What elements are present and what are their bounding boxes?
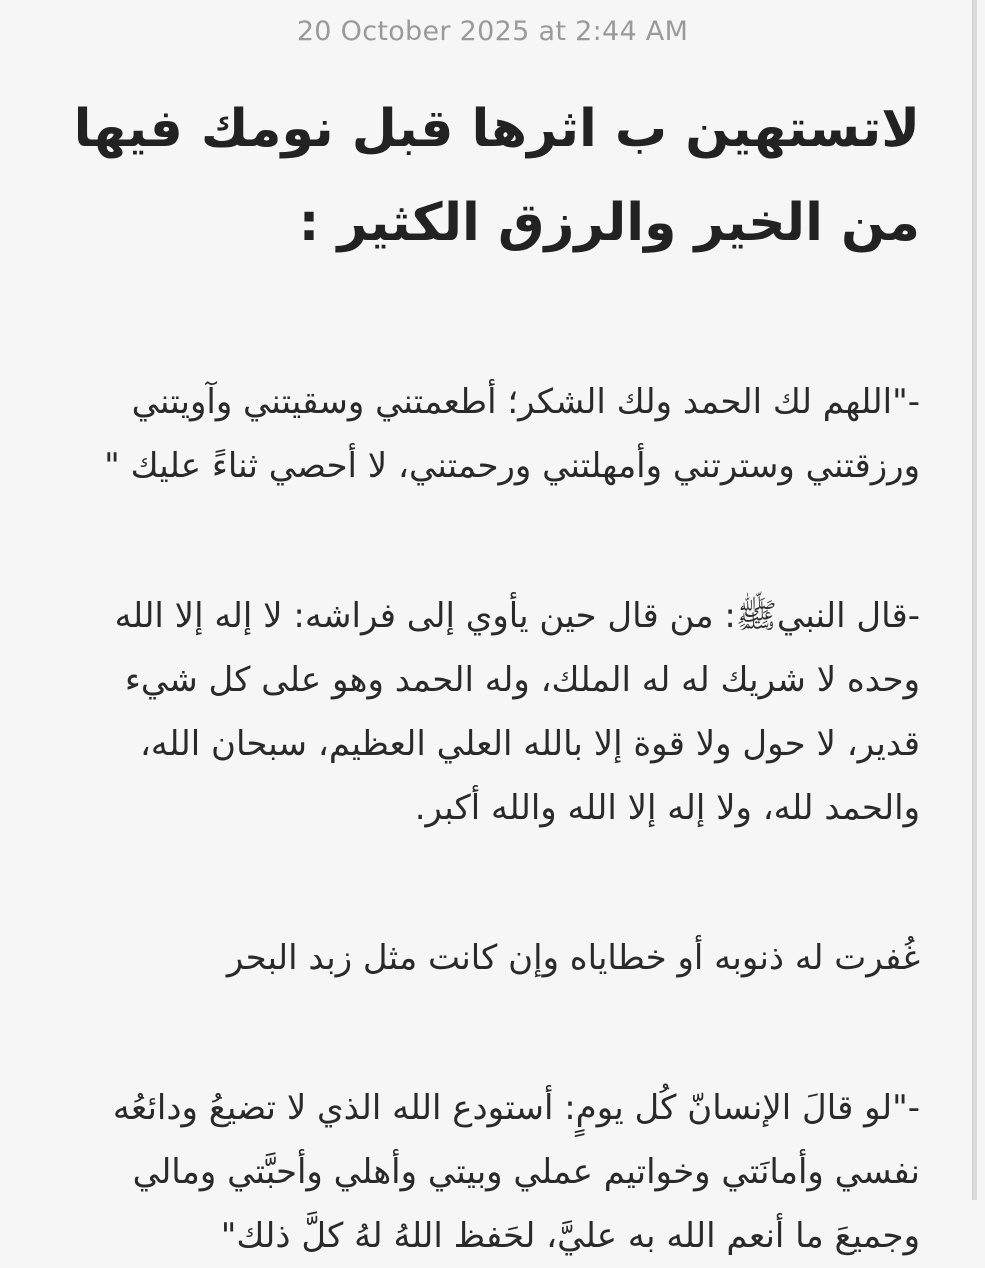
note-body[interactable] [70, 82, 920, 1268]
scrollbar[interactable] [972, 0, 977, 1200]
note-paragraph-praise-dua: -"اللهم لك الحمد ولك الشكر؛ أطعمتني وسقيتني وآويتني ورزقتني وسترتني وأمهلتني ورحمتني، لا أحصي ثناءً عليك " [104, 382, 920, 486]
note-paragraph-istidaa: -"لو قالَ الإنسانّ كُل يومٍ: أستودع الله الذي لا تضيعُ ودائعُه نفسي وأمانَتي وخواتيم عملي وبيتي وأهلي وأحبَّتي ومالي وجميعَ ما أنعم الله به عليَّ، لحَفظ اللهُ لهُ كلَّ ذلك" [112, 1088, 920, 1256]
note-title: لاتستهين ب اثرها قبل نومك فيها من الخير والرزق الكثير : [73, 99, 920, 253]
note-timestamp: 20 October 2025 at 2:44 AM [296, 16, 689, 47]
note-paragraph-bedtime-dhikr: -قال النبيﷺ: من قال حين يأوي إلى فراشه: لا إله إلا الله وحده لا شريك له له الملك، وله الحمد وهو على كل شيء قدير، لا حول ولا قوة إلا بالله العلي العظيم، سبحان الله، والحمد لله، ولا إله إلا الله والله أكبر. [114, 596, 920, 828]
note-paragraph-forgiveness: غُفرت له ذنوبه أو خطاياه وإن كانت مثل زبد البحر [226, 938, 920, 978]
